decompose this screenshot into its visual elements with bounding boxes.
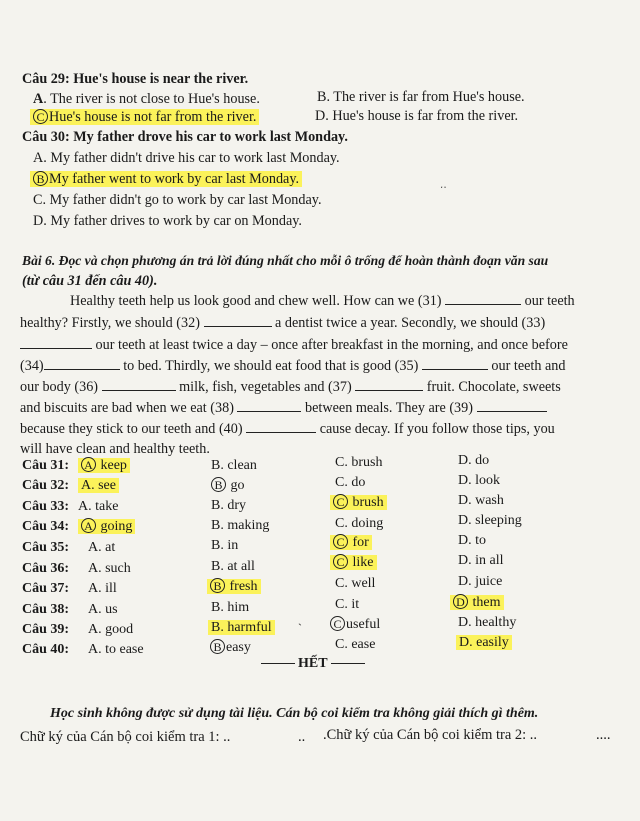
question-label: Câu 37: [22,581,70,596]
q32-a [78,477,119,495]
passage-line-4 [20,357,565,375]
q34-a [78,518,135,536]
q34-d: D. sleeping [458,513,522,528]
answer-circle: C [330,616,345,631]
blank-39 [477,399,547,412]
question-label: Câu 31: [22,458,70,473]
q36-a: A. such [88,561,131,576]
q30-option-c: C. My father didn't go to work by car last Monday. [33,192,322,208]
signature-dots: .. [298,729,306,745]
option-text: fresh [229,579,258,594]
passage-text: to bed. Thirdly, we should eat food that is good (35) [123,358,419,374]
q31-b: B. clean [211,458,257,473]
passage-text: milk, fish, vegetables and (37) [179,379,352,395]
q38-c: C. it [335,597,360,612]
q29-option-b: B. The river is far from Hue's house. [317,89,525,105]
q30-stem: Câu 30: My father drove his car to work last Monday. [22,129,348,145]
question-label: Câu 35: [22,540,70,555]
q34-b: B. making [211,518,270,533]
q36-c [330,554,377,572]
answer-circle: D [453,594,468,609]
answer-circle: C [333,554,348,569]
q31-a [78,457,130,475]
q33-a: A. take [78,499,119,514]
end-marker [258,656,368,672]
question-label: Câu 33: [22,499,70,514]
blank-38 [237,399,301,412]
answer-circle: A [81,457,96,472]
passage-line-5 [20,378,561,396]
q33-d: D. wash [458,493,504,508]
option-text: go [230,478,245,493]
answer-circle: B [211,477,226,492]
q39-a: A. good [88,622,134,637]
passage-text: Healthy teeth help us look good and chew well. How can we (31) [70,293,442,309]
q35-a: A. at [88,540,116,555]
q40-c: C. ease [335,637,376,652]
passage-text: our teeth at least twice a day – once after breakfast in the morning, and once before [95,337,568,353]
q39-c [330,616,380,634]
passage-line-2 [20,314,545,332]
option-text: keep [100,458,127,473]
passage-text: because they stick to our teeth and (40) [20,421,243,437]
option-text: going [100,519,133,534]
option-text: useful [346,617,381,632]
q35-d: D. to [458,533,486,548]
blank-32 [204,314,272,327]
passage-line-3 [20,336,568,354]
answer-circle: C [33,109,48,124]
q36-b: B. at all [211,559,255,574]
question-label: Câu 40: [22,642,70,657]
q39-d: D. healthy [458,615,517,630]
option-text: brush [352,495,384,510]
question-label: Câu 34: [22,519,70,534]
blank-40 [246,420,316,433]
passage-text: our teeth [524,293,575,309]
q37-c: C. well [335,576,376,591]
stray-mark: ˎ [298,612,302,626]
option-text: for [352,535,369,550]
q29-stem: Câu 29: Hue's house is near the river. [22,71,249,87]
q40-b [210,639,251,657]
option-text: A. see [78,478,119,493]
q37-b [207,578,261,596]
q30-option-b [30,170,302,188]
q32-c: C. do [335,475,366,490]
option-text: D. easily [456,635,512,650]
q37-d: D. juice [458,574,503,589]
q38-a: A. us [88,602,118,617]
answer-circle: C [333,534,348,549]
passage-text: our body (36) [20,379,99,395]
section-title: Bài 6. Đọc và chọn phương án trả lời đúng nhất cho mỗi ô trống để hoàn thành đoạn văn sau [22,253,549,268]
blank-37 [355,378,423,391]
q29-option-a: A. The river is not close to Hue's house. [33,91,260,107]
blank-35 [422,357,488,370]
stray-mark: ˑˑ [440,181,447,195]
q29-a-text: The river is not close to Hue's house. [50,91,260,107]
q40-a: A. to ease [88,642,144,657]
section-range: (từ câu 31 đến câu 40). [22,273,158,289]
q34-c: C. doing [335,516,384,531]
q29-option-d: D. Hue's house is far from the river. [315,108,519,124]
passage-text: between meals. They are (39) [305,400,473,416]
answer-circle: C [333,494,348,509]
passage-text: cause decay. If you follow those tips, you [319,421,555,437]
q30-option-a: A. My father didn't drive his car to work last Monday. [33,150,340,166]
passage-line-1 [70,292,575,310]
signature-line-1: Chữ ký của Cán bộ coi kiểm tra 1: .. [20,729,231,745]
option-text: B. harmful [208,620,275,635]
q38-d [450,594,504,612]
q38-b: B. him [211,600,250,615]
q30-b-text: My father went to work by car last Monday. [49,171,300,187]
signature-line-2: .Chữ ký của Cán bộ coi kiểm tra 2: .. [323,727,538,743]
q31-d: D. do [458,453,490,468]
option-text: easy [226,640,251,655]
passage-line-8: will have clean and healthy teeth. [20,441,210,457]
signature-dots-2: .... [596,727,611,743]
passage-text: a dentist twice a year. Secondly, we should (33) [275,315,546,331]
blank-33 [20,336,92,349]
passage-text: (34) [20,358,44,374]
q36-d: D. in all [458,553,504,568]
answer-circle: B [210,578,225,593]
q33-b: B. dry [211,498,246,513]
q29-a-letter: A [33,91,44,107]
answer-circle: B [210,639,225,654]
q37-a: A. ill [88,581,117,596]
q32-d: D. look [458,473,500,488]
blank-36 [102,378,176,391]
question-label: Câu 38: [22,602,70,617]
q35-b: B. in [211,538,239,553]
passage-line-7 [20,420,555,438]
answer-circle: A [81,518,96,533]
q33-c [330,494,387,512]
q32-b [211,477,245,495]
q35-c [330,534,372,552]
q39-b [208,619,275,637]
end-label: HẾT [298,656,328,671]
option-text: like [352,555,374,570]
q30-option-d: D. My father drives to work by car on Monday. [33,213,302,229]
q40-d [456,634,512,652]
q31-c: C. brush [335,455,383,470]
option-text: them [472,595,501,610]
footer-note: Học sinh không được sử dụng tài liệu. Cán bộ coi kiểm tra không giải thích gì thêm. [50,706,539,721]
question-label: Câu 39: [22,622,70,637]
passage-text: fruit. Chocolate, sweets [426,379,561,395]
blank-31 [445,292,521,305]
passage-text: healthy? Firstly, we should (32) [20,315,200,331]
blank-34 [44,357,120,370]
passage-text: and biscuits are bad when we eat (38) [20,400,234,416]
question-label: Câu 36: [22,561,70,576]
q29-option-c [30,108,259,126]
question-label: Câu 32: [22,478,70,493]
q29-c-text: Hue's house is not far from the river. [49,109,257,125]
answer-circle: B [33,171,48,186]
passage-text: our teeth and [491,358,566,374]
passage-line-6 [20,399,547,417]
